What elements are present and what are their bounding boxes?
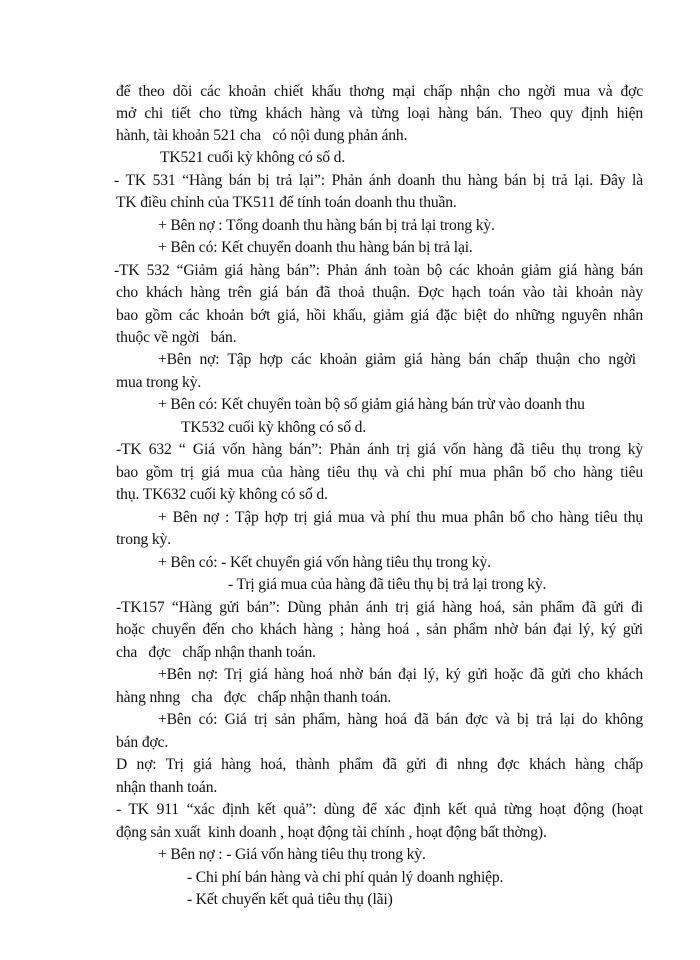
text-line: hành, tài khoản 521 cha có nội dung phản ánh. [116,127,408,144]
text-line: cha đợc chấp nhận thanh toán. [116,644,316,661]
text-line: - Kết chuyển kết quả tiêu thụ (lãi) [187,891,393,908]
text-line: D nợ: Trị giá hàng hoá, thành phẩm đã gửi đi nhng đợc khách hàng chấp [116,756,643,773]
text-line: + Bên nợ : Tổng doanh thu hàng bán bị trả lại trong kỳ. [158,217,495,234]
text-line: -TK 632 “ Giá vốn hàng bán”: Phản ánh trị giá vốn hàng đã tiêu thụ trong kỳ [116,441,643,458]
text-line: bao gồm các khoản bớt giá, hồi khấu, giảm giá đặc biệt do những nguyên nhân [116,307,643,324]
text-line: -TK 532 “Giảm giá hàng bán”: Phản ánh toàn bộ các khoản giảm giá hàng bán [114,262,643,279]
text-line: cho khách hàng trên giá bán đã thoả thuận. Đợc hạch toán vào tài khoản này [116,284,643,301]
text-line: bao gồm trị giá mua của hàng tiêu thụ và chi phí mua phân bổ cho hàng tiêu [116,464,643,481]
text-line: + Bên có: Kết chuyển doanh thu hàng bán bị trả lại. [158,239,473,256]
text-line: hoặc chuyển đến cho khách hàng ; hàng hoá , sản phẩm nhờ bán đại lý, ký gửi [116,621,643,638]
text-line: - Trị giá mua của hàng đã tiêu thụ bị trả lại trong kỳ. [228,576,547,593]
text-line: để theo dõi các khoản chiết khấu thơng mại chấp nhận cho ngời mua và đợc [116,83,643,100]
text-line: hàng nhng cha đợc chấp nhận thanh toán. [116,689,392,706]
text-line: TK521 cuối kỳ không có số d. [160,149,346,166]
text-line: - TK 531 “Hàng bán bị trả lại”: Phản ánh doanh thu hàng bán bị trả lại. Đây là [114,172,643,189]
text-line: mua trong kỳ. [116,374,202,391]
text-line: nhận thanh toán. [116,779,218,796]
text-line: TK điều chỉnh của TK511 để tính toán doanh thu thuần. [116,194,457,211]
text-line: bán đợc. [116,734,169,751]
text-line: thuộc về ngời bán. [116,329,237,346]
text-line: - Chi phí bán hàng và chi phí quản lý doanh nghiệp. [187,869,504,886]
text-line: -TK157 “Hàng gửi bán”: Dùng phản ánh trị giá hàng hoá, sản phẩm đã gửi đi [116,599,643,616]
text-line: TK532 cuối kỳ không có số d. [181,419,367,436]
text-line: +Bên nợ: Trị giá hàng hoá nhờ bán đại lý, ký gửi hoặc đã gửi cho khách [158,666,643,683]
text-line: mở chi tiết cho từng khách hàng và từng loại hàng bán. Theo quy định hiện [116,105,643,122]
text-line: động sản xuất kinh doanh , hoạt động tài chính , hoạt động bất thờng). [116,824,547,841]
text-line: - TK 911 “xác định kết quả”: dùng để xác định kết quả từng hoạt động (hoạt [116,801,643,818]
text-line: + Bên nợ : Tập hợp trị giá mua và phí thu mua phân bổ cho hàng tiêu thụ [158,509,643,526]
text-line: trong kỳ. [116,531,171,548]
text-line: thụ. TK632 cuối kỳ không có số d. [116,486,328,503]
text-line: + Bên có: - Kết chuyển giá vốn hàng tiêu thụ trong kỳ. [158,554,491,571]
text-line: +Bên có: Giá trị sản phẩm, hàng hoá đã bán đợc và bị trả lại do không [158,711,643,728]
text-line: + Bên nợ : - Giá vốn hàng tiêu thụ trong kỳ. [158,846,426,863]
text-line: + Bên có: Kết chuyển toàn bộ số giảm giá hàng bán trừ vào doanh thu [158,396,585,413]
text-line: +Bên nợ: Tập hợp các khoản giảm giá hàng bán chấp thuận cho ngời [158,351,636,368]
